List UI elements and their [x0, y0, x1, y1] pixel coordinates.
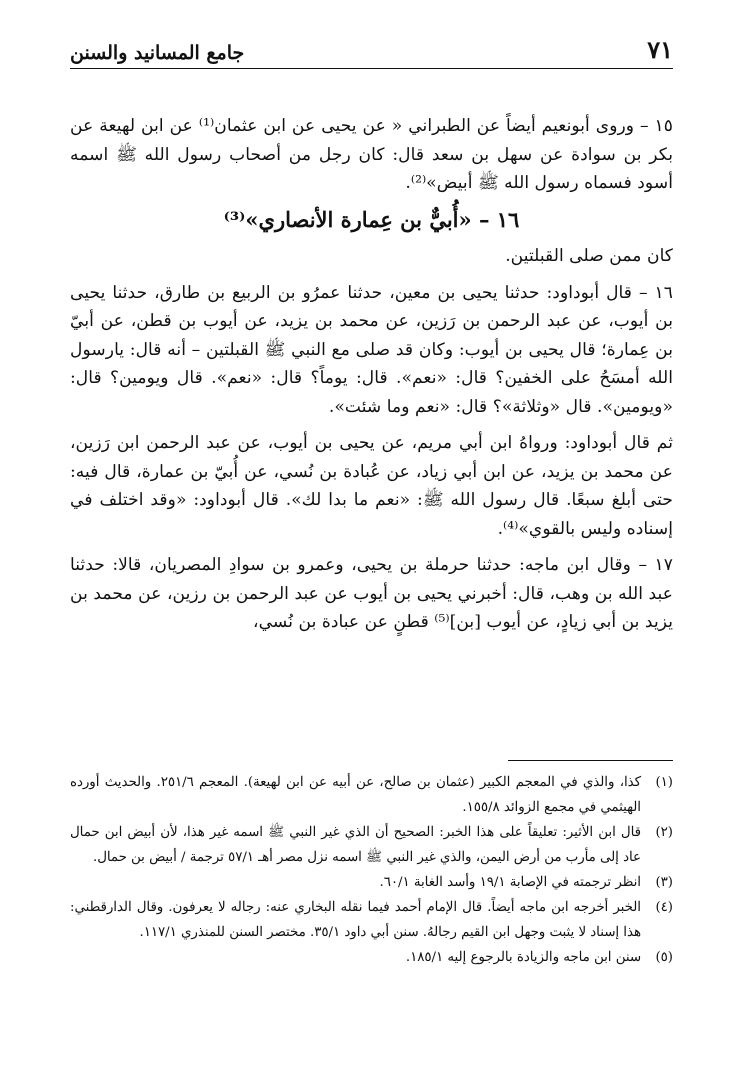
- paragraph-16-continued: ثم قال أبوداود: ورواهُ ابن أبي مريم، عن يحيى بن أيوب، عن عبد الرحمن ابن رَزين، عن محمد بن يزيد، عن ابن أبي زياد، عن عُبادة بن نُسي، عن أُبيّ بن عمارة، قال فيه: حتى أبلغ سبعًا. قال رسول الله ﷺ: «نعم ما بدا لك». قال أبوداود: «وقد اختلف في إسناده وليس بالقوي»⁽⁴⁾.: [70, 433, 673, 539]
- footnote: [70, 820, 673, 870]
- footnote-text: انظر ترجمته في الإصابة ١٩/١ وأسد الغابة ٦٠/١.: [379, 875, 641, 890]
- footnote-number: (١): [655, 775, 673, 790]
- footnote: [70, 870, 673, 895]
- running-header: [70, 24, 673, 69]
- paragraph-17: ١٧ – وقال ابن ماجه: حدثنا حرملة بن يحيى، وعمرو بن سوادِ المصريان، قالا: حدثنا عبد الله بن وهب، قال: أخبرني يحيى بن أيوب عن عبد الرحمن بن رزين، عن محمد بن يزيد بن أبي زيادٍ، عن أيوب [بن]⁽⁵⁾ قطنٍ عن عبادة بن نُسي،: [70, 555, 673, 632]
- footnote-text: الخبر أخرجه ابن ماجه أيضاً. قال الإمام أحمد فيما نقله البخاري عنه: رجاله لا يعرفون. وقال الدارقطني: هذا إسناد لا يثبت وجهل ابن القيم رجالهُ. سنن أبي داود ٣٥/١. مختصر السنن للمنذري ١١٧/١.: [70, 900, 641, 940]
- footnote-text: قال ابن الأثير: تعليقاً على هذا الخبر: الصحيح أن الذي غير النبي ﷺ اسمه غير هذا، لأن أبيض ابن حمال عاد إلى مأرب من أرض اليمن، والذي غير النبي ﷺ اسمه نزل مصر أهـ ٥٧/١ ترجمة / أبيض بن حمال.: [70, 825, 641, 865]
- footnote: [70, 945, 673, 970]
- paragraph-15: ١٥ – وروى أبونعيم أيضاً عن الطبراني « عن يحيى عن ابن عثمان⁽¹⁾ عن ابن لهيعة عن بكر بن سوادة عن سهل بن سعد قال: كان رجل من أصحاب رسول الله ﷺ اسمه أسود فسماه رسول الله ﷺ أبيض»⁽²⁾.: [70, 116, 673, 193]
- page-number: ٧١: [647, 35, 673, 64]
- footnote-text: سنن ابن ماجه والزيادة بالرجوع إليه ١٨٥/١.: [405, 950, 641, 965]
- footnote-number: (٥): [655, 950, 673, 965]
- footnote-number: (٣): [655, 875, 673, 890]
- footnote-number: (٢): [655, 825, 673, 840]
- footnote-text: كذا، والذي في المعجم الكبير (عثمان بن صالح، عن أبيه عن ابن لهيعة). المعجم ٢٥١/٦. والحديث أورده الهيثمي في مجمع الزوائد ١٥٥/٨.: [70, 775, 641, 815]
- footnote-separator: [508, 760, 673, 761]
- section-heading: ١٦ – «أُبيٌّ بن عِمارة الأنصاري»⁽³⁾: [223, 206, 520, 232]
- footnote: [70, 770, 673, 820]
- paragraph-16: ١٦ – قال أبوداود: حدثنا يحيى بن معين، حدثنا عمرُو بن الربيع بن طارق، حدثنا يحيى بن أيوب، عن عبد الرحمن بن رَزين، عن محمد بن يزيد، عن أيوب بن قطن، عن أبيّ بن عِمارة؛ قال يحيى بن أيوب: وكان قد صلى مع النبي ﷺ القبلتين – أنه قال: يارسول الله أمسَحُ على الخفين؟ قال: «نعم». قال: يوماً؟ قال: «نعم». قال ويومين؟ قال: «ويومين». قال «وثلاثة»؟ قال: «نعم وما شئت».: [70, 282, 673, 417]
- book-title: جامع المسانيد والسنن: [70, 42, 245, 64]
- footnotes: [70, 770, 673, 970]
- footnote: [70, 895, 673, 945]
- main-text: [70, 112, 673, 645]
- intro-line: كان ممن صلى القبلتين.: [505, 246, 673, 266]
- footnote-number: (٤): [655, 900, 673, 915]
